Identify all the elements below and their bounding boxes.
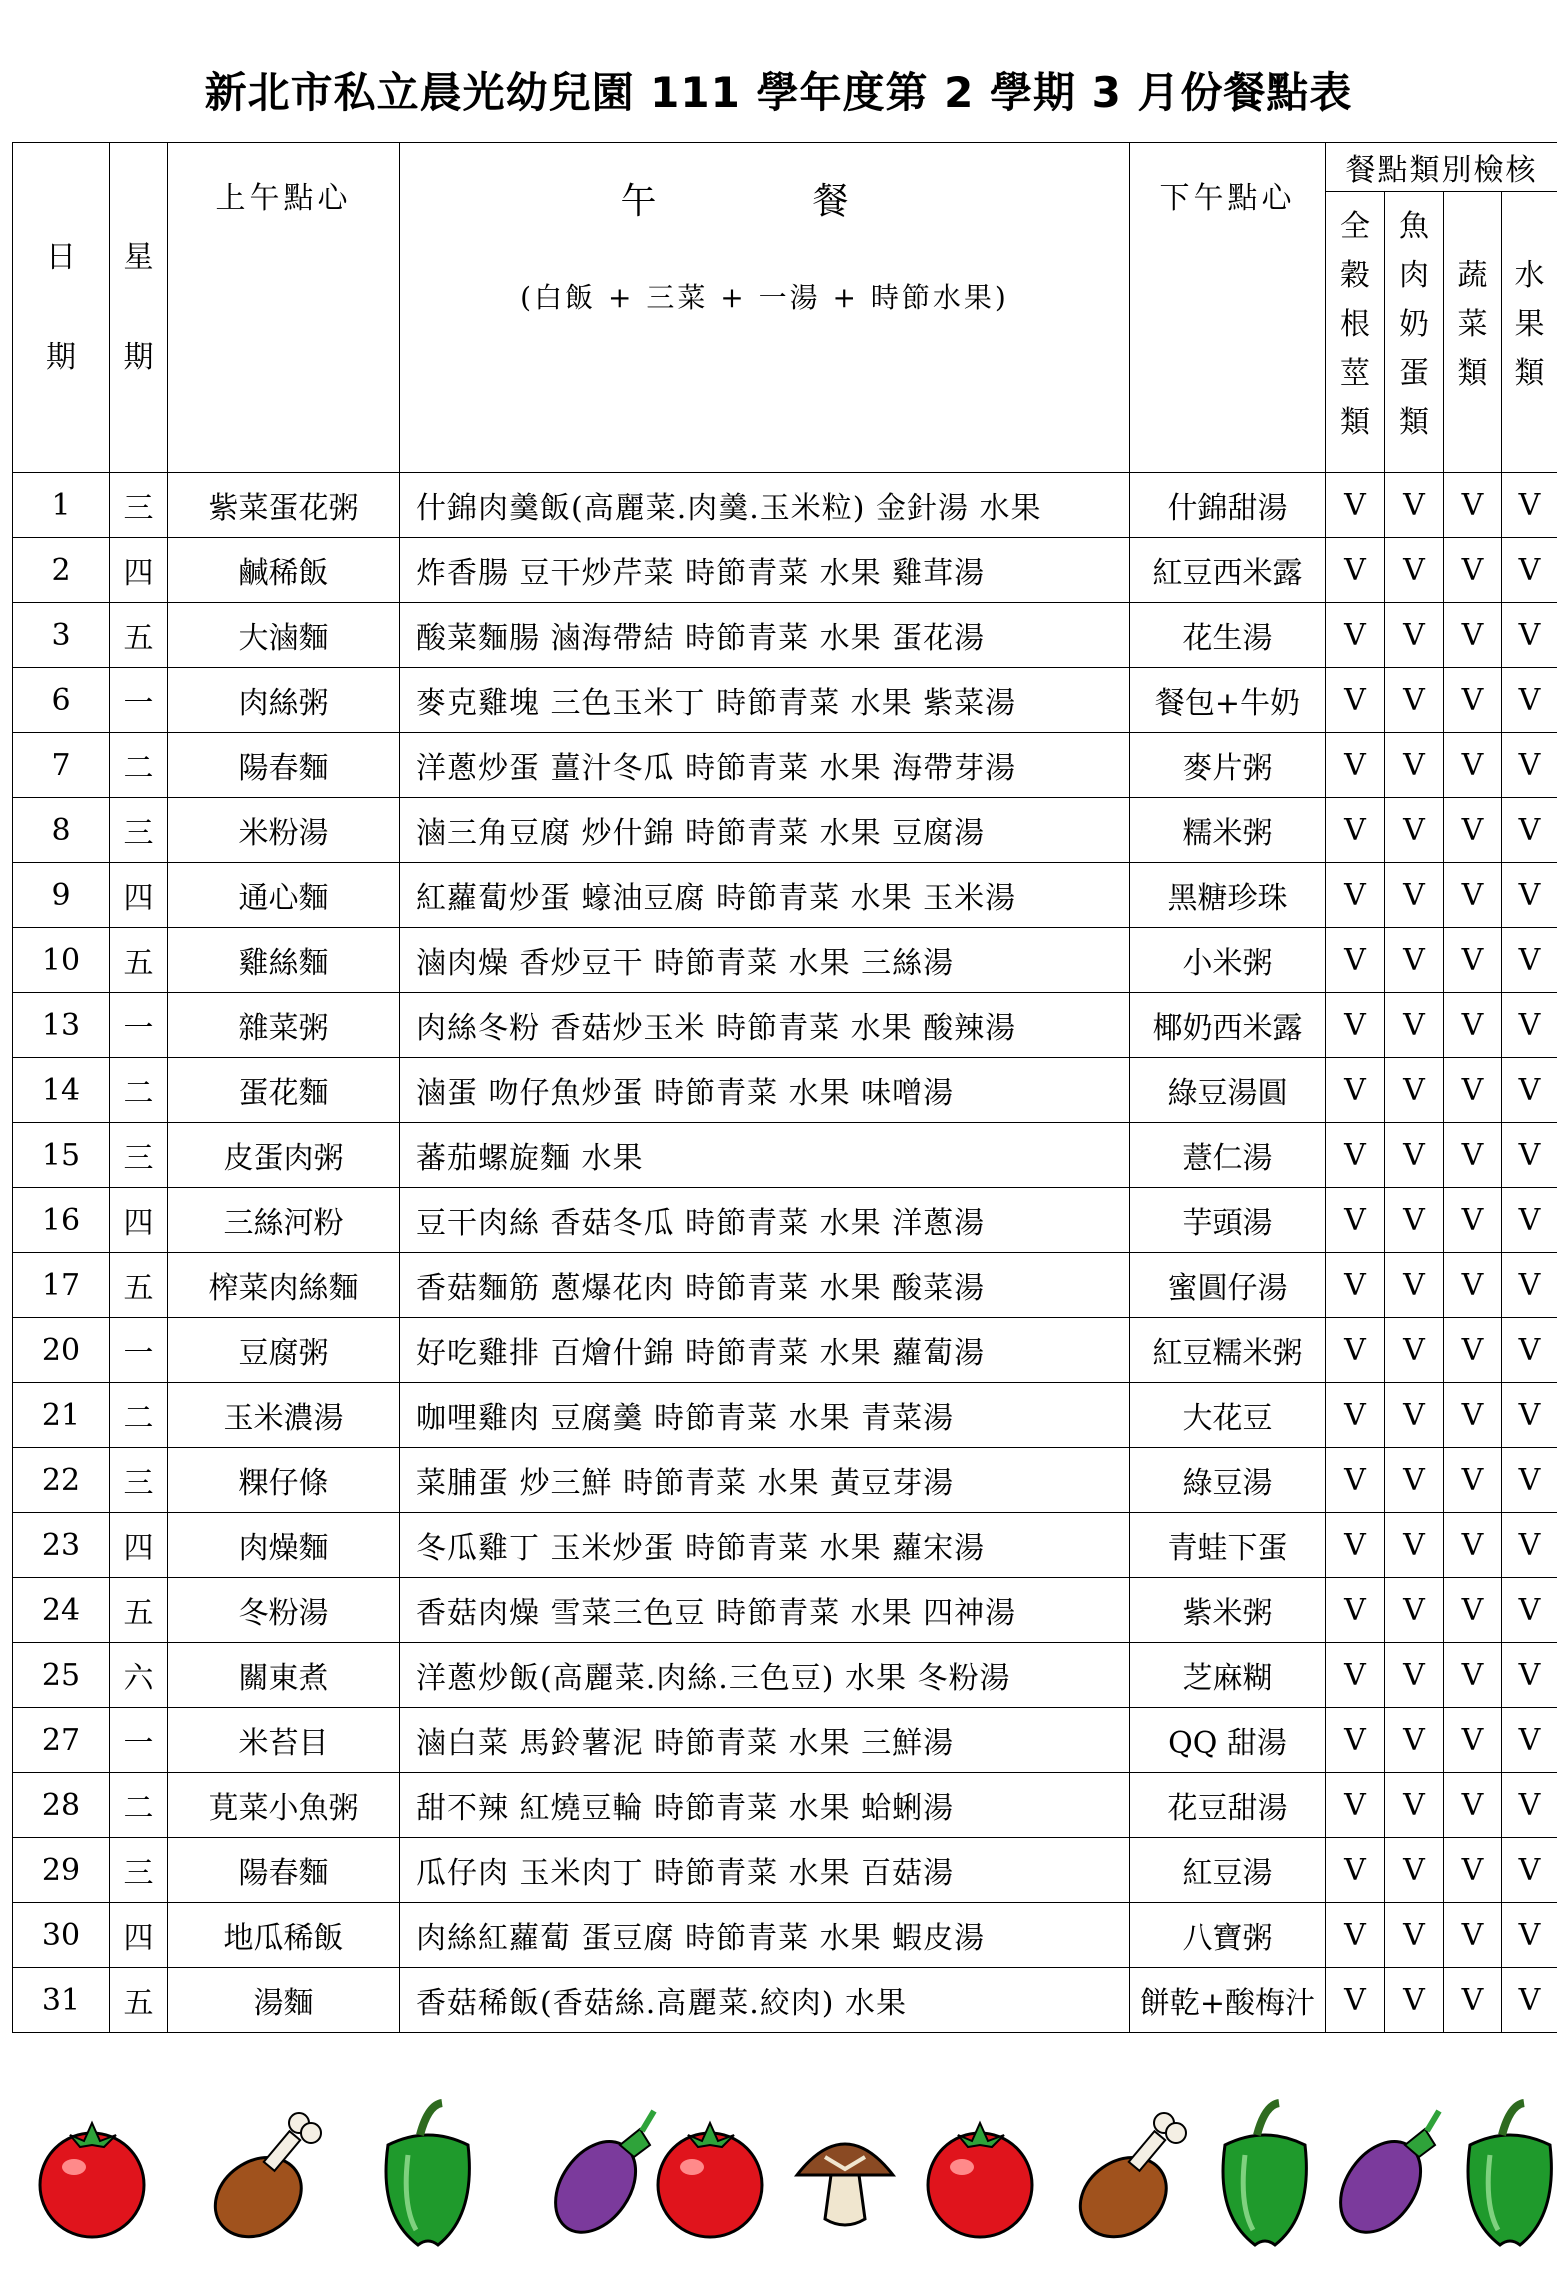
- check-mark: V: [1502, 1903, 1557, 1968]
- lunch-cell: 咖哩雞肉 豆腐羹 時節青菜 水果 青菜湯: [400, 1383, 1130, 1448]
- check-mark: V: [1326, 928, 1385, 993]
- header-cat-protein: [1385, 192, 1444, 473]
- lunch-cell: 香菇肉燥 雪菜三色豆 時節青菜 水果 四神湯: [400, 1578, 1130, 1643]
- am-snack-cell: 榨菜肉絲麵: [168, 1253, 400, 1318]
- pm-snack-cell: 花豆甜湯: [1130, 1773, 1326, 1838]
- check-mark: V: [1502, 1188, 1557, 1253]
- day-cell: 7: [13, 733, 110, 798]
- weekday-cell: 二: [110, 1058, 168, 1123]
- check-mark: V: [1502, 1253, 1557, 1318]
- weekday-cell: 五: [110, 1578, 168, 1643]
- check-mark: V: [1385, 603, 1444, 668]
- check-mark: V: [1385, 993, 1444, 1058]
- check-mark: V: [1385, 1188, 1444, 1253]
- weekday-cell: 五: [110, 1253, 168, 1318]
- pm-snack-cell: 芝麻糊: [1130, 1643, 1326, 1708]
- weekday-cell: 四: [110, 1513, 168, 1578]
- check-mark: V: [1444, 1838, 1502, 1903]
- check-mark: V: [1444, 1383, 1502, 1448]
- lunch-cell: 香菇稀飯(香菇絲.高麗菜.絞肉) 水果: [400, 1968, 1130, 2033]
- check-mark: V: [1444, 473, 1502, 538]
- pm-snack-cell: 紅豆糯米粥: [1130, 1318, 1326, 1383]
- lunch-cell: 紅蘿蔔炒蛋 蠔油豆腐 時節青菜 水果 玉米湯: [400, 863, 1130, 928]
- check-mark: V: [1444, 1253, 1502, 1318]
- lunch-cell: 菜脯蛋 炒三鮮 時節青菜 水果 黃豆芽湯: [400, 1448, 1130, 1513]
- weekday-cell: 二: [110, 1773, 168, 1838]
- header-check-title: 餐點類別檢核: [1326, 143, 1557, 192]
- food-decoration-strip: [0, 2080, 1557, 2260]
- lunch-cell: 什錦肉羹飯(高麗菜.肉羹.玉米粒) 金針湯 水果: [400, 473, 1130, 538]
- green-pepper-icon: [386, 2103, 469, 2245]
- pm-snack-cell: 花生湯: [1130, 603, 1326, 668]
- check-mark: V: [1326, 1773, 1385, 1838]
- cat-protein-text: 魚 肉 奶 蛋 類: [1399, 209, 1429, 440]
- check-mark: V: [1502, 928, 1557, 993]
- day-cell: 25: [13, 1643, 110, 1708]
- header-lunch: [400, 143, 1130, 473]
- lunch-cell: 豆干肉絲 香菇冬瓜 時節青菜 水果 洋蔥湯: [400, 1188, 1130, 1253]
- check-mark: V: [1444, 1643, 1502, 1708]
- check-mark: V: [1385, 1123, 1444, 1188]
- weekday-cell: 六: [110, 1643, 168, 1708]
- table-row: [13, 1968, 1557, 2033]
- check-mark: V: [1444, 538, 1502, 603]
- header-weekday: [110, 143, 168, 473]
- pm-snack-cell: 綠豆湯: [1130, 1448, 1326, 1513]
- day-cell: 27: [13, 1708, 110, 1773]
- check-mark: V: [1444, 603, 1502, 668]
- cat-vegetable-text: 蔬 菜 類: [1457, 258, 1488, 391]
- eggplant-icon: [539, 2111, 654, 2247]
- weekday-cell: 五: [110, 603, 168, 668]
- am-snack-cell: 陽春麵: [168, 1838, 400, 1903]
- am-snack-cell: 蛋花麵: [168, 1058, 400, 1123]
- check-mark: V: [1444, 1708, 1502, 1773]
- table-row: [13, 1773, 1557, 1838]
- mushroom-icon: [797, 2144, 893, 2225]
- table-row: [13, 863, 1557, 928]
- am-snack-cell: 肉燥麵: [168, 1513, 400, 1578]
- day-cell: 28: [13, 1773, 110, 1838]
- table-row: [13, 798, 1557, 863]
- weekday-cell: 二: [110, 733, 168, 798]
- pm-snack-cell: 餅乾+酸梅汁: [1130, 1968, 1326, 2033]
- table-row: [13, 1838, 1557, 1903]
- pm-snack-cell: 紅豆湯: [1130, 1838, 1326, 1903]
- weekday-cell: 三: [110, 798, 168, 863]
- check-mark: V: [1502, 1708, 1557, 1773]
- check-mark: V: [1502, 603, 1557, 668]
- pm-snack-cell: 大花豆: [1130, 1383, 1326, 1448]
- pm-snack-cell: 紅豆西米露: [1130, 538, 1326, 603]
- check-mark: V: [1385, 733, 1444, 798]
- lunch-cell: 滷肉燥 香炒豆干 時節青菜 水果 三絲湯: [400, 928, 1130, 993]
- green-pepper-icon: [1223, 2103, 1306, 2245]
- lunch-cell: 香菇麵筋 蔥爆花肉 時節青菜 水果 酸菜湯: [400, 1253, 1130, 1318]
- check-mark: V: [1502, 993, 1557, 1058]
- am-snack-cell: 玉米濃湯: [168, 1383, 400, 1448]
- table-row: [13, 1903, 1557, 1968]
- am-snack-cell: 粿仔條: [168, 1448, 400, 1513]
- check-mark: V: [1502, 473, 1557, 538]
- day-cell: 16: [13, 1188, 110, 1253]
- check-mark: V: [1326, 993, 1385, 1058]
- table-row: [13, 1318, 1557, 1383]
- pm-snack-cell: 八寶粥: [1130, 1903, 1326, 1968]
- check-mark: V: [1326, 1188, 1385, 1253]
- check-mark: V: [1385, 863, 1444, 928]
- table-row: [13, 733, 1557, 798]
- header-cat-grains: [1326, 192, 1385, 473]
- check-mark: V: [1326, 1448, 1385, 1513]
- check-mark: V: [1385, 1708, 1444, 1773]
- table-row: [13, 1253, 1557, 1318]
- am-snack-cell: 雜菜粥: [168, 993, 400, 1058]
- check-mark: V: [1444, 1903, 1502, 1968]
- pm-snack-cell: 小米粥: [1130, 928, 1326, 993]
- table-row: [13, 993, 1557, 1058]
- pm-snack-cell: 蜜圓仔湯: [1130, 1253, 1326, 1318]
- pm-snack-cell: 芋頭湯: [1130, 1188, 1326, 1253]
- check-mark: V: [1444, 863, 1502, 928]
- check-mark: V: [1326, 668, 1385, 733]
- weekday-cell: 一: [110, 993, 168, 1058]
- check-mark: V: [1444, 798, 1502, 863]
- check-mark: V: [1385, 1383, 1444, 1448]
- check-mark: V: [1326, 1903, 1385, 1968]
- lunch-cell: 滷三角豆腐 炒什錦 時節青菜 水果 豆腐湯: [400, 798, 1130, 863]
- check-mark: V: [1502, 1643, 1557, 1708]
- table-row: [13, 668, 1557, 733]
- am-snack-cell: 米粉湯: [168, 798, 400, 863]
- header-cat-vegetable: [1444, 192, 1502, 473]
- pm-snack-cell: 什錦甜湯: [1130, 473, 1326, 538]
- check-mark: V: [1502, 1058, 1557, 1123]
- weekday-cell: 三: [110, 473, 168, 538]
- day-cell: 17: [13, 1253, 110, 1318]
- day-cell: 31: [13, 1968, 110, 2033]
- pm-snack-cell: 薏仁湯: [1130, 1123, 1326, 1188]
- check-mark: V: [1326, 1123, 1385, 1188]
- check-mark: V: [1326, 1578, 1385, 1643]
- check-mark: V: [1326, 798, 1385, 863]
- header-am-snack: 上午點心: [168, 143, 400, 473]
- check-mark: V: [1444, 733, 1502, 798]
- check-mark: V: [1326, 473, 1385, 538]
- lunch-cell: 甜不辣 紅燒豆輪 時節青菜 水果 蛤蜊湯: [400, 1773, 1130, 1838]
- table-row: [13, 1643, 1557, 1708]
- check-mark: V: [1326, 1318, 1385, 1383]
- check-mark: V: [1326, 1513, 1385, 1578]
- pm-snack-cell: 綠豆湯圓: [1130, 1058, 1326, 1123]
- day-cell: 10: [13, 928, 110, 993]
- check-mark: V: [1444, 1448, 1502, 1513]
- am-snack-cell: 鹹稀飯: [168, 538, 400, 603]
- table-row: [13, 1123, 1557, 1188]
- check-mark: V: [1326, 1968, 1385, 2033]
- check-mark: V: [1385, 798, 1444, 863]
- check-mark: V: [1326, 538, 1385, 603]
- day-cell: 29: [13, 1838, 110, 1903]
- green-pepper-icon: [1468, 2103, 1551, 2245]
- check-mark: V: [1502, 1383, 1557, 1448]
- am-snack-cell: 關東煮: [168, 1643, 400, 1708]
- check-mark: V: [1385, 1773, 1444, 1838]
- day-cell: 14: [13, 1058, 110, 1123]
- check-mark: V: [1502, 1318, 1557, 1383]
- check-mark: V: [1326, 603, 1385, 668]
- am-snack-cell: 豆腐粥: [168, 1318, 400, 1383]
- meal-table: [12, 142, 1557, 2033]
- check-mark: V: [1326, 733, 1385, 798]
- weekday-cell: 三: [110, 1448, 168, 1513]
- am-snack-cell: 皮蛋肉粥: [168, 1123, 400, 1188]
- check-mark: V: [1502, 1578, 1557, 1643]
- lunch-cell: 洋蔥炒飯(高麗菜.肉絲.三色豆) 水果 冬粉湯: [400, 1643, 1130, 1708]
- day-cell: 9: [13, 863, 110, 928]
- lunch-cell: 酸菜麵腸 滷海帶結 時節青菜 水果 蛋花湯: [400, 603, 1130, 668]
- check-mark: V: [1502, 538, 1557, 603]
- check-mark: V: [1326, 1058, 1385, 1123]
- check-mark: V: [1385, 473, 1444, 538]
- day-cell: 23: [13, 1513, 110, 1578]
- check-mark: V: [1502, 1838, 1557, 1903]
- drumstick-icon: [200, 2113, 321, 2253]
- check-mark: V: [1385, 538, 1444, 603]
- day-cell: 15: [13, 1123, 110, 1188]
- lunch-cell: 肉絲冬粉 香菇炒玉米 時節青菜 水果 酸辣湯: [400, 993, 1130, 1058]
- check-mark: V: [1444, 928, 1502, 993]
- header-pm-snack: 下午點心: [1130, 143, 1326, 473]
- weekday-cell: 四: [110, 1903, 168, 1968]
- pm-snack-cell: 餐包+牛奶: [1130, 668, 1326, 733]
- check-mark: V: [1502, 863, 1557, 928]
- tomato-icon: [928, 2123, 1032, 2237]
- header-weekday-text: 星 期: [123, 239, 154, 375]
- tomato-icon: [40, 2123, 144, 2237]
- table-row: [13, 603, 1557, 668]
- tomato-icon: [658, 2123, 762, 2237]
- check-mark: V: [1502, 668, 1557, 733]
- table-row: [13, 1188, 1557, 1253]
- pm-snack-cell: 糯米粥: [1130, 798, 1326, 863]
- check-mark: V: [1502, 798, 1557, 863]
- check-mark: V: [1502, 1448, 1557, 1513]
- check-mark: V: [1444, 1318, 1502, 1383]
- eggplant-icon: [1324, 2111, 1439, 2247]
- am-snack-cell: 紫菜蛋花粥: [168, 473, 400, 538]
- day-cell: 2: [13, 538, 110, 603]
- check-mark: V: [1326, 1643, 1385, 1708]
- day-cell: 6: [13, 668, 110, 733]
- check-mark: V: [1444, 1188, 1502, 1253]
- drumstick-icon: [1065, 2113, 1186, 2253]
- am-snack-cell: 陽春麵: [168, 733, 400, 798]
- weekday-cell: 一: [110, 1708, 168, 1773]
- weekday-cell: 三: [110, 1123, 168, 1188]
- pm-snack-cell: QQ 甜湯: [1130, 1708, 1326, 1773]
- am-snack-cell: 大滷麵: [168, 603, 400, 668]
- day-cell: 8: [13, 798, 110, 863]
- check-mark: V: [1385, 1903, 1444, 1968]
- lunch-cell: 蕃茄螺旋麵 水果: [400, 1123, 1130, 1188]
- cat-grains-text: 全 穀 根 莖 類: [1340, 209, 1370, 440]
- check-mark: V: [1444, 1123, 1502, 1188]
- table-row: [13, 1578, 1557, 1643]
- check-mark: V: [1385, 1318, 1444, 1383]
- am-snack-cell: 雞絲麵: [168, 928, 400, 993]
- check-mark: V: [1385, 928, 1444, 993]
- lunch-cell: 滷白菜 馬鈴薯泥 時節青菜 水果 三鮮湯: [400, 1708, 1130, 1773]
- am-snack-cell: 莧菜小魚粥: [168, 1773, 400, 1838]
- check-mark: V: [1444, 668, 1502, 733]
- am-snack-cell: 三絲河粉: [168, 1188, 400, 1253]
- pm-snack-cell: 椰奶西米露: [1130, 993, 1326, 1058]
- check-mark: V: [1502, 733, 1557, 798]
- check-mark: V: [1326, 1253, 1385, 1318]
- day-cell: 1: [13, 473, 110, 538]
- check-mark: V: [1444, 1773, 1502, 1838]
- header-lunch-title: 午 餐: [620, 181, 909, 222]
- check-mark: V: [1385, 1643, 1444, 1708]
- check-mark: V: [1502, 1123, 1557, 1188]
- cat-fruit-text: 水 果 類: [1514, 258, 1545, 391]
- header-cat-fruit: [1502, 192, 1557, 473]
- weekday-cell: 二: [110, 1383, 168, 1448]
- check-mark: V: [1385, 1448, 1444, 1513]
- check-mark: V: [1385, 1513, 1444, 1578]
- pm-snack-cell: 黑糖珍珠: [1130, 863, 1326, 928]
- day-cell: 24: [13, 1578, 110, 1643]
- check-mark: V: [1502, 1513, 1557, 1578]
- check-mark: V: [1385, 1253, 1444, 1318]
- table-row: [13, 1513, 1557, 1578]
- day-cell: 30: [13, 1903, 110, 1968]
- lunch-cell: 炸香腸 豆干炒芹菜 時節青菜 水果 雞茸湯: [400, 538, 1130, 603]
- check-mark: V: [1326, 863, 1385, 928]
- am-snack-cell: 米苔目: [168, 1708, 400, 1773]
- am-snack-cell: 冬粉湯: [168, 1578, 400, 1643]
- table-row: [13, 928, 1557, 993]
- lunch-cell: 冬瓜雞丁 玉米炒蛋 時節青菜 水果 蘿宋湯: [400, 1513, 1130, 1578]
- check-mark: V: [1502, 1968, 1557, 2033]
- check-mark: V: [1385, 1578, 1444, 1643]
- weekday-cell: 三: [110, 1838, 168, 1903]
- check-mark: V: [1385, 1838, 1444, 1903]
- page-title: 新北市私立晨光幼兒園 111 學年度第 2 學期 3 月份餐點表: [204, 68, 1353, 117]
- day-cell: 20: [13, 1318, 110, 1383]
- table-row: [13, 1448, 1557, 1513]
- check-mark: V: [1326, 1708, 1385, 1773]
- header-day: [13, 143, 110, 473]
- lunch-cell: 滷蛋 吻仔魚炒蛋 時節青菜 水果 味噌湯: [400, 1058, 1130, 1123]
- pm-snack-cell: 紫米粥: [1130, 1578, 1326, 1643]
- weekday-cell: 四: [110, 538, 168, 603]
- day-cell: 3: [13, 603, 110, 668]
- weekday-cell: 四: [110, 863, 168, 928]
- day-cell: 13: [13, 993, 110, 1058]
- check-mark: V: [1444, 1058, 1502, 1123]
- table-row: [13, 538, 1557, 603]
- check-mark: V: [1444, 1513, 1502, 1578]
- day-cell: 21: [13, 1383, 110, 1448]
- pm-snack-cell: 青蛙下蛋: [1130, 1513, 1326, 1578]
- check-mark: V: [1326, 1838, 1385, 1903]
- weekday-cell: 一: [110, 1318, 168, 1383]
- check-mark: V: [1385, 1058, 1444, 1123]
- header-day-text: 日 期: [46, 239, 76, 375]
- lunch-cell: 瓜仔肉 玉米肉丁 時節青菜 水果 百菇湯: [400, 1838, 1130, 1903]
- check-mark: V: [1444, 1968, 1502, 2033]
- lunch-cell: 麥克雞塊 三色玉米丁 時節青菜 水果 紫菜湯: [400, 668, 1130, 733]
- table-row: [13, 473, 1557, 538]
- lunch-cell: 肉絲紅蘿蔔 蛋豆腐 時節青菜 水果 蝦皮湯: [400, 1903, 1130, 1968]
- am-snack-cell: 地瓜稀飯: [168, 1903, 400, 1968]
- check-mark: V: [1502, 1773, 1557, 1838]
- table-row: [13, 1383, 1557, 1448]
- weekday-cell: 五: [110, 1968, 168, 2033]
- am-snack-cell: 通心麵: [168, 863, 400, 928]
- weekday-cell: 五: [110, 928, 168, 993]
- check-mark: V: [1444, 993, 1502, 1058]
- header-lunch-subtitle: (白飯 + 三菜 + 一湯 + 時節水果): [520, 281, 1009, 314]
- table-row: [13, 1058, 1557, 1123]
- lunch-cell: 洋蔥炒蛋 薑汁冬瓜 時節青菜 水果 海帶芽湯: [400, 733, 1130, 798]
- table-row: [13, 1708, 1557, 1773]
- header-row: [13, 143, 1557, 192]
- check-mark: V: [1326, 1383, 1385, 1448]
- check-mark: V: [1444, 1578, 1502, 1643]
- lunch-cell: 好吃雞排 百燴什錦 時節青菜 水果 蘿蔔湯: [400, 1318, 1130, 1383]
- am-snack-cell: 肉絲粥: [168, 668, 400, 733]
- check-mark: V: [1385, 668, 1444, 733]
- day-cell: 22: [13, 1448, 110, 1513]
- weekday-cell: 一: [110, 668, 168, 733]
- weekday-cell: 四: [110, 1188, 168, 1253]
- pm-snack-cell: 麥片粥: [1130, 733, 1326, 798]
- check-mark: V: [1385, 1968, 1444, 2033]
- am-snack-cell: 湯麵: [168, 1968, 400, 2033]
